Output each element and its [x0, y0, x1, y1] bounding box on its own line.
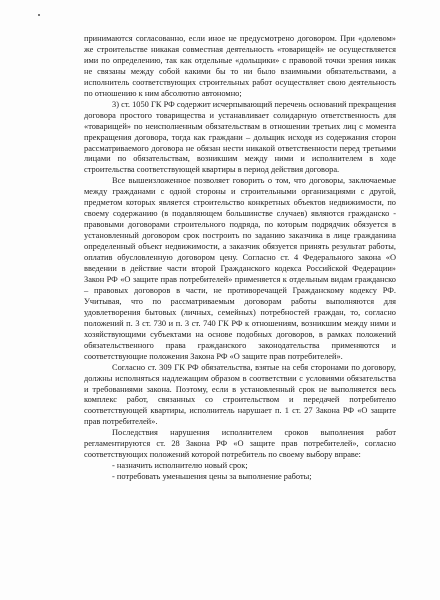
document-body [84, 34, 396, 483]
paragraph-continuation: принимаются согласованно, если иное не предусмотрено договором. При «долевом» же строительстве никакая совместная деятельность «товарищей» не осуществляется ими по определению, так как отдельные «дольщики» с правовой точки зрения никак не связаны между собой какими бы то ни было взаимными обязательствами, а исполнитель соответствующих строительных работ осуществляет свою деятельность по отношению к ним абсолютно автономно; [84, 34, 396, 98]
paragraph-article-309: Согласно ст. 309 ГК РФ обязательства, взятые на себя сторонами по договору, должны исполняться надлежащим образом в соответствии с условиями обязательства и требованиями закона. Поэтому, если в установленный срок не выполняется весь комплекс работ, связанных со строительством и передачей потребителю соответствующей квартиры, исполнитель нарушает п. 1 ст. 27 Закона РФ «О защите прав потребителей». [84, 362, 396, 427]
list-item: - потребовать уменьшения цены за выполнение работы; [112, 472, 312, 482]
paragraph-conclusion: Все вышеизложенное позволяет говорить о том, что договоры, заключаемые между гражданами с одной стороны и строительными организациями с другой, предметом которых является строительство конкретных объектов недвижимости, по своему содержанию (в подавляющем большинстве случаев) являются гражданско - правовыми договорами строительного подряда, по которым подрядчик обязуется в установленный договором срок построить по заданию заказчика в лице гражданина определенный объект недвижимости, а заказчик обязуется принять результат работы, оплатив обусловленную договором цену. Согласно ст. 4 Федерального закона «О введении в действие части второй Гражданского кодекса Российской Федерации» Закон РФ «О защите прав потребителей» применяется к отдельным видам гражданско – правовых договоров в части, не противоречащей Гражданскому кодексу РФ. Учитывая, что по рассматриваемым договорам работы выполняются для удовлетворения бытовых (личных, семейных) потребностей граждан, то, согласно положений п. 3 ст. 730 и п. 3 ст. 740 ГК РФ к отношениям, возникшим между ними и хозяйствующими субъектами на основе подобных договоров, в рамках положений обязательственного права гражданского законодательства применяются и соответствующие положения Закона РФ «О защите прав потребителей». [84, 176, 396, 361]
paragraph-point-3: 3) ст. 1050 ГК РФ содержит исчерпывающий перечень оснований прекращения договора простого товарищества и устанавливает солидарную ответственность для «товарищей» по неисполненным обязательствам в отношении третьих лиц с момента прекращения договора, тогда как граждани – дольщик исходя из содержания сторон рассматриваемого договора не обязан нести никакой ответственности перед третьими лицами по обязательствам, возникшим между ними и исполнителем в ходе строительства соответствующей квартиры в период действия договора. [84, 99, 396, 175]
scan-speck [38, 14, 40, 16]
remedies-list [84, 461, 396, 483]
paragraph-consequences: Последствия нарушения исполнителем сроков выполнения работ регламентируются ст. 28 Закона РФ «О защите прав потребителей», согласно соответствующих положений которой потребитель по своему выбору вправе: [84, 428, 396, 460]
list-item: - назначить исполнителю новый срок; [112, 461, 248, 471]
